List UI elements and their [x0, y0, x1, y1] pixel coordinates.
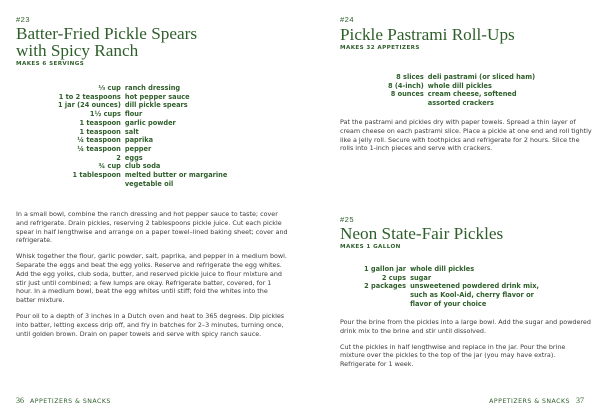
- ingredient-quantity: ¾ cup: [98, 162, 121, 171]
- ingredient-name: assorted crackers: [427, 99, 494, 108]
- recipe-directions: [16, 210, 288, 345]
- ingredient-row: [58, 180, 227, 189]
- ingredient-row: [58, 110, 227, 119]
- section-name: APPETIZERS & SNACKS: [30, 398, 111, 405]
- ingredient-row: [364, 265, 552, 274]
- section-name: APPETIZERS & SNACKS: [489, 398, 570, 405]
- ingredient-name: hot pepper sauce: [124, 92, 190, 101]
- recipe-title: Pickle Pastrami Roll-Ups: [340, 25, 515, 44]
- ingredient-name: vegetable oil: [124, 179, 174, 188]
- ingredient-name: cream cheese, softened: [427, 90, 517, 99]
- direction-paragraph: In a small bowl, combine the ranch dressing and hot pepper sauce to taste; cover and refrigerate. Drain pickles, reserving 2 tablespoons pickle juice. Cut each pickle spear in half lengthwise and arrange on a paper towel–lined baking sheet; cover and refrigerate.: [16, 210, 288, 245]
- ingredient-quantity: 2: [116, 153, 121, 162]
- recipe-number: #24: [340, 15, 355, 24]
- ingredient-quantity: ⅓ cup: [98, 84, 121, 92]
- ingredient-name: club soda: [124, 162, 161, 171]
- ingredient-name: sugar: [410, 273, 432, 282]
- ingredient-row: [388, 82, 535, 91]
- servings: MAKES 1 GALLON: [340, 244, 401, 250]
- page-footer: [16, 396, 111, 405]
- right-page: [312, 0, 592, 414]
- recipe-number: #23: [16, 15, 31, 24]
- ingredient-name: ranch dressing: [124, 84, 181, 92]
- direction-paragraph: Pour oil to a depth of 3 inches in a Dutch oven and heat to 365 degrees. Dip pickles into batter, letting excess drip off, and fry in batches for 2–3 minutes, turning once, until golden brown. Drain on paper towels and serve with spicy ranch sauce.: [16, 311, 285, 338]
- recipe-number: #25: [340, 215, 355, 224]
- ingredient-row: [388, 73, 535, 82]
- ingredient-row: [58, 128, 227, 137]
- ingredient-list: [58, 84, 227, 188]
- ingredient-quantity: [388, 99, 428, 108]
- ingredient-row: [58, 162, 227, 171]
- servings: MAKES 32 APPETIZERS: [340, 45, 420, 51]
- ingredient-quantity: 2 packages: [364, 282, 407, 291]
- ingredient-quantity: 1 teaspoon: [79, 127, 121, 136]
- recipe-title: [16, 25, 296, 59]
- ingredient-name: eggs: [124, 153, 143, 162]
- page-number: 37: [576, 396, 584, 405]
- recipe-title: Neon State-Fair Pickles: [340, 224, 504, 243]
- left-page: [16, 0, 296, 414]
- recipe-directions: [340, 318, 592, 376]
- ingredient-quantity: 1 gallon jar: [364, 265, 407, 273]
- ingredient-row: [58, 84, 227, 93]
- ingredient-quantity: 1 jar (24 ounces): [58, 101, 121, 110]
- recipe-title-line1: Batter-Fried Pickle Spears: [16, 24, 198, 43]
- ingredient-name: garlic powder: [124, 118, 176, 127]
- ingredient-list: [388, 73, 535, 108]
- ingredient-quantity: 2 cups: [381, 273, 407, 282]
- ingredient-name: melted butter or margarine: [124, 171, 228, 180]
- ingredient-row: [58, 119, 227, 128]
- page-number: 36: [16, 396, 24, 405]
- ingredient-row: [364, 282, 552, 308]
- ingredient-quantity: 8 (4-inch): [388, 81, 424, 90]
- servings: MAKES 6 SERVINGS: [16, 61, 85, 67]
- ingredient-list: [364, 265, 552, 309]
- ingredient-name: flour: [124, 110, 143, 119]
- ingredient-quantity: 1 to 2 teaspoons: [58, 92, 121, 101]
- ingredient-name: pepper: [124, 144, 152, 153]
- ingredient-name: whole dill pickles: [410, 265, 475, 273]
- ingredient-name: deli pastrami (or sliced ham): [427, 73, 536, 81]
- ingredient-quantity: 1 teaspoon: [79, 118, 121, 127]
- ingredient-quantity: 1 tablespoon: [72, 171, 121, 180]
- direction-paragraph: Cut the pickles in half lengthwise and replace in the jar. Pour the brine mixture over the pickles to the top of the jar (you may have extra). Refrigerate for 1 week.: [340, 342, 566, 369]
- ingredient-row: [58, 154, 227, 163]
- ingredient-name: paprika: [124, 136, 154, 145]
- ingredient-quantity: 8 slices: [396, 73, 424, 81]
- ingredient-quantity: ¼ teaspoon: [77, 136, 121, 145]
- ingredient-quantity: 8 ounces: [390, 90, 424, 99]
- direction-paragraph: Whisk together the flour, garlic powder, salt, paprika, and pepper in a medium bowl. Separate the eggs and beat the egg yolks. Reserve and refrigerate the egg whites. Add the egg yolks, club soda, butter, and reserved pickle juice to flour mixture and stir just until combined; a few lumps are okay. Refrigerate batter, covered, for 1 hour. In a medium bowl, beat the egg whites until stiff; fold the whites into the batter mixture.: [16, 252, 287, 305]
- ingredient-row: [58, 136, 227, 145]
- ingredient-name: salt: [124, 127, 139, 136]
- ingredient-row: [364, 274, 552, 283]
- ingredient-row: [58, 101, 227, 110]
- ingredient-name: whole dill pickles: [427, 81, 492, 90]
- ingredient-quantity: 1½ cups: [89, 110, 121, 119]
- ingredient-name: unsweetened powdered drink mix, such as Kool-Aid, cherry flavor or flavor of your choice: [410, 282, 539, 308]
- ingredient-row: [388, 99, 535, 108]
- recipe-title-line2: with Spicy Ranch: [16, 41, 139, 60]
- ingredient-row: [58, 93, 227, 102]
- ingredient-name: dill pickle spears: [124, 101, 188, 110]
- ingredient-row: [58, 145, 227, 154]
- direction-paragraph: Pour the brine from the pickles into a large bowl. Add the sugar and powdered drink mix to the brine and stir until dissolved.: [340, 318, 591, 335]
- ingredient-quantity: [58, 180, 125, 189]
- ingredient-row: [388, 90, 535, 99]
- direction-paragraph: Pat the pastrami and pickles dry with paper towels. Spread a thin layer of cream cheese on each pastrami slice. Place a pickle at one end and roll tightly like a jelly roll. Secure with toothpicks and refrigerate for 2 hours. Slice the rolls into 1-inch pieces and serve with crackers.: [340, 118, 592, 153]
- ingredient-quantity: ¼ teaspoon: [77, 144, 121, 153]
- ingredient-row: [58, 171, 227, 180]
- page-footer: [489, 396, 584, 405]
